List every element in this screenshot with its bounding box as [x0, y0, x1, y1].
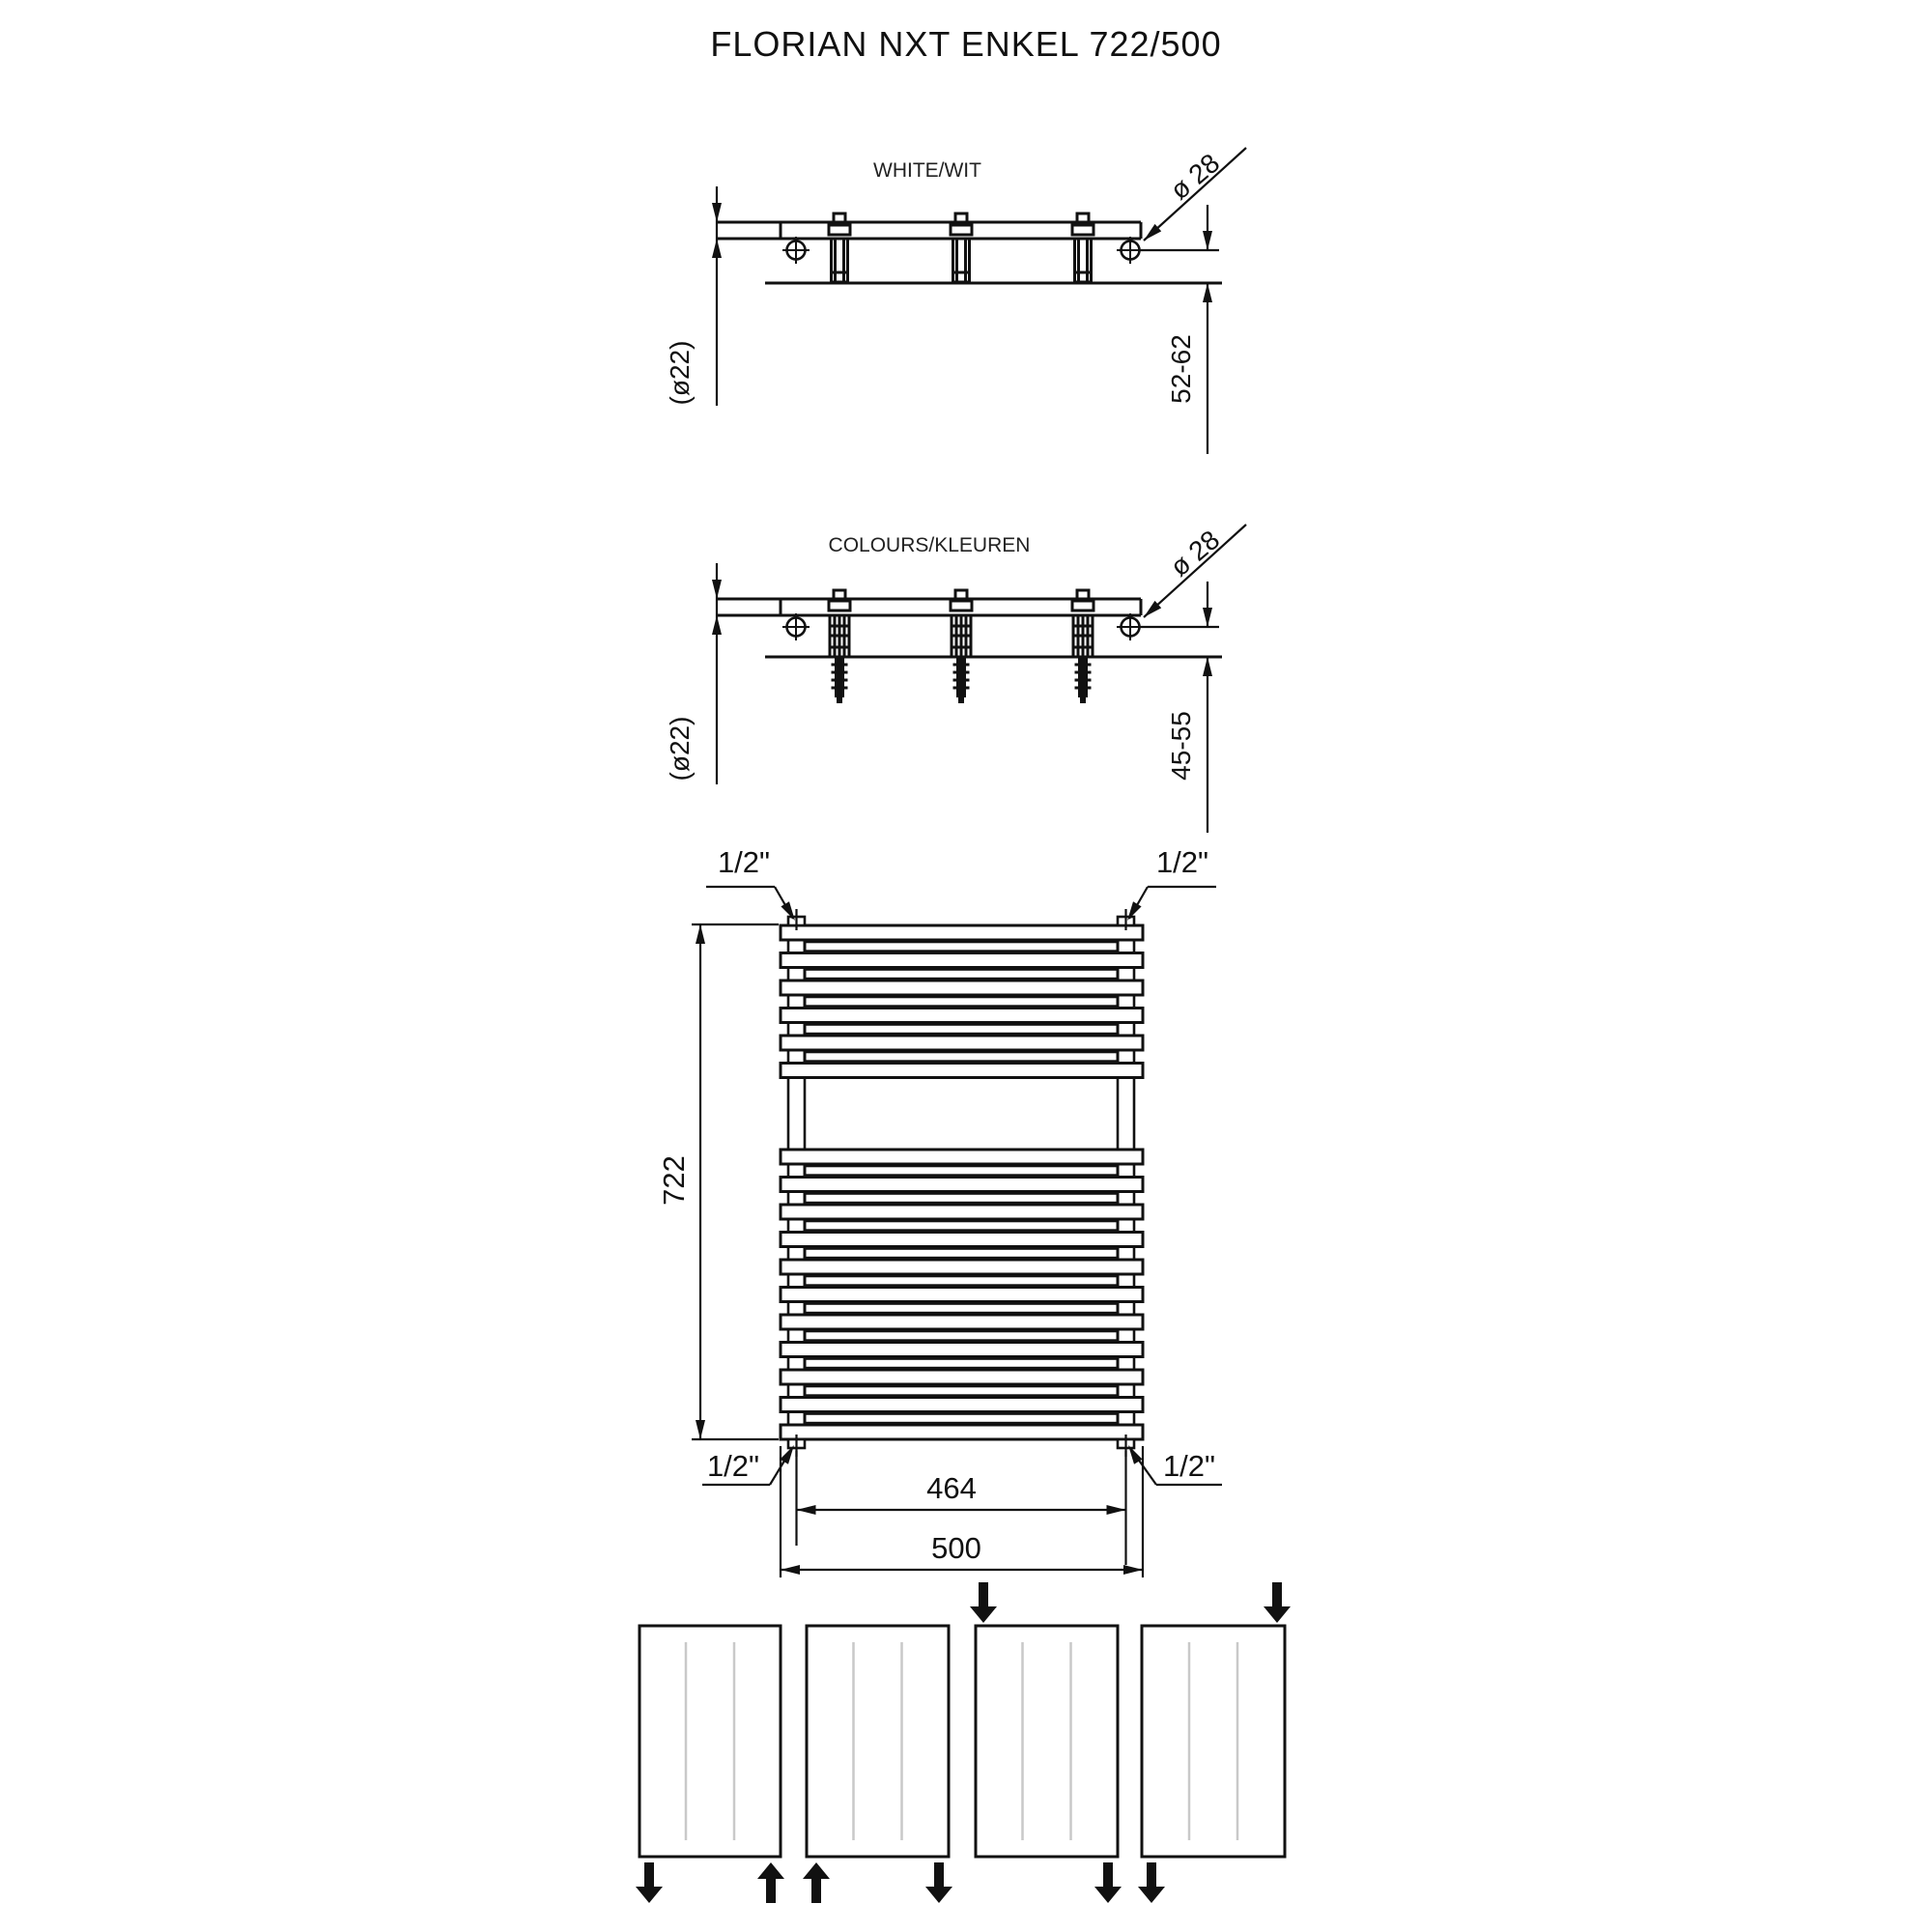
page-title: FLORIAN NXT ENKEL 722/500 [710, 24, 1222, 64]
radiator-tube [781, 1398, 1143, 1412]
flow-option-1 [636, 1626, 784, 1903]
height-dimension [657, 924, 779, 1439]
view-colours-top [665, 525, 1246, 833]
flow-option-4 [1138, 1582, 1291, 1903]
flow-arrow-up-icon [757, 1862, 784, 1903]
anchor-hole-icon [1117, 237, 1144, 264]
drill-diameter-label: ø 28 [1164, 147, 1226, 206]
radiator-back-tube [805, 1221, 1118, 1231]
connection-size-label: 1/2" [1162, 1449, 1216, 1483]
connection-spacing-label: 464 [926, 1471, 977, 1505]
radiator-tube [781, 1260, 1143, 1274]
radiator-back-tube [805, 1413, 1118, 1423]
wall-bracket-screw-icon [951, 590, 972, 703]
connection-size-label: 1/2" [1155, 845, 1209, 879]
drill-diameter-leader [1141, 525, 1246, 621]
radiator-tube [781, 925, 1143, 940]
radiator-tube [781, 1205, 1143, 1219]
view-white-top [665, 148, 1246, 454]
height-dimension-label: 722 [657, 1155, 691, 1206]
radiator-back-tube [805, 1166, 1118, 1176]
connection-size-bottom-left [702, 1442, 798, 1485]
connection-size-top-right [1123, 845, 1216, 923]
wall-distance-label: 52-62 [1166, 334, 1196, 404]
width-dimension [781, 1446, 1143, 1577]
radiator-tube [781, 1009, 1143, 1023]
radiator-back-tube [805, 1303, 1118, 1313]
radiator-back-tube [805, 997, 1118, 1007]
radiator-back-tube [805, 1024, 1118, 1034]
tube-diameter-dimension [665, 186, 722, 406]
white-view-label: WHITE/WIT [873, 159, 981, 182]
anchor-hole-icon [782, 613, 810, 640]
radiator-tube [781, 953, 1143, 968]
radiator-tube [781, 1425, 1143, 1439]
radiator-back-tube [805, 969, 1118, 979]
width-dimension-label: 500 [931, 1531, 981, 1565]
flow-arrow-down-icon [1138, 1862, 1165, 1903]
wall-distance-dimension [1140, 205, 1219, 454]
tube-diameter-dimension [665, 563, 722, 784]
tube-diameter-label: (ø22) [665, 340, 695, 406]
radiator-tube [781, 1064, 1143, 1078]
flow-arrow-up-icon [803, 1862, 830, 1903]
flow-arrow-down-icon [970, 1582, 997, 1623]
radiator-back-tube [805, 1386, 1118, 1396]
connection-size-label: 1/2" [717, 845, 771, 879]
radiator-back-tube [805, 1276, 1118, 1286]
view-front [657, 845, 1222, 1577]
wall-distance-label: 45-55 [1166, 711, 1196, 781]
radiator-tube [781, 1150, 1143, 1164]
wall-bracket-screw-icon [829, 590, 850, 703]
radiator-back-tube [805, 942, 1118, 952]
radiator-tube [781, 1315, 1143, 1329]
radiator-tube [781, 1036, 1143, 1050]
radiator-back-tube [805, 1052, 1118, 1062]
wall-bracket-screw-icon [1072, 590, 1094, 703]
radiator-tube [781, 1370, 1143, 1384]
radiator-tube [781, 1288, 1143, 1302]
radiator-back-tube [805, 1248, 1118, 1258]
flow-option-2 [803, 1626, 952, 1903]
anchor-hole-icon [782, 237, 810, 264]
drill-diameter-label: ø 28 [1164, 524, 1226, 582]
radiator-back-tube [805, 1331, 1118, 1341]
radiator-tube [781, 1233, 1143, 1247]
wall-bracket-icon [829, 213, 850, 282]
wall-bracket-icon [951, 213, 972, 282]
colours-view-label: COLOURS/KLEUREN [828, 534, 1031, 556]
flow-arrow-down-icon [1264, 1582, 1291, 1623]
connection-size-label: 1/2" [706, 1449, 760, 1483]
flow-arrow-down-icon [1094, 1862, 1122, 1903]
tube-diameter-label: (ø22) [665, 716, 695, 781]
drill-diameter-leader [1141, 148, 1246, 244]
radiator-tube [781, 980, 1143, 995]
radiator-tube [781, 1178, 1143, 1192]
wall-bracket-icon [1072, 213, 1094, 282]
radiator-tube [781, 1343, 1143, 1357]
flow-arrow-down-icon [636, 1862, 663, 1903]
flow-arrow-down-icon [925, 1862, 952, 1903]
connection-size-bottom-right [1124, 1442, 1222, 1485]
anchor-hole-icon [1117, 613, 1144, 640]
flow-diagrams [636, 1582, 1291, 1903]
connection-size-top-left [706, 845, 799, 923]
radiator-back-tube [805, 1193, 1118, 1203]
flow-option-3 [970, 1582, 1122, 1903]
radiator-back-tube [805, 1358, 1118, 1368]
wall-distance-dimension [1140, 582, 1219, 833]
